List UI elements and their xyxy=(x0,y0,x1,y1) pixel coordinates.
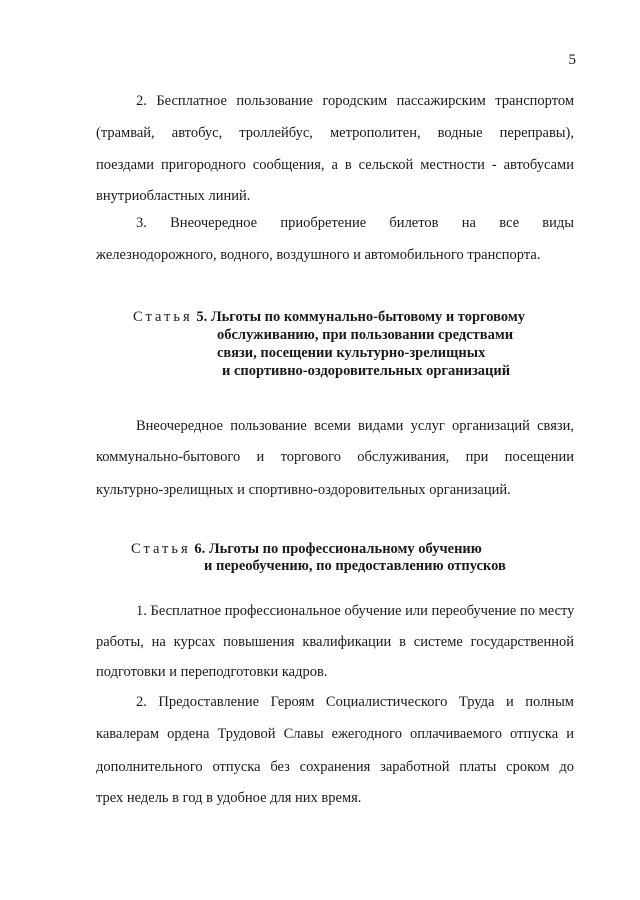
paragraph-line: коммунально-бытового и торгового обслуживания, при посещении xyxy=(96,449,574,465)
paragraph-line: Внеочередное пользование всеми видами услуг организаций связи, xyxy=(136,418,574,434)
article-label: Статья xyxy=(133,309,193,325)
paragraph-line: подготовки и переподготовки кадров. xyxy=(96,664,328,680)
article-title-line: и спортивно-оздоровительных организаций xyxy=(222,363,511,379)
article-title-line: связи, посещении культурно-зрелищных xyxy=(217,345,486,361)
paragraph-line: 2. Предоставление Героям Социалистического Труда и полным xyxy=(136,694,574,710)
article-title-line: 5. Льготы по коммунально-бытовому и торговому xyxy=(196,309,525,325)
paragraph-line: культурно-зрелищных и спортивно-оздоровительных организаций. xyxy=(96,482,511,498)
paragraph-line: 1. Бесплатное профессиональное обучение или переобучение по месту xyxy=(136,603,575,619)
paragraph-line: внутриобластных линий. xyxy=(96,188,251,204)
paragraph-line: работы, на курсах повышения квалификации в системе государственной xyxy=(96,634,574,650)
paragraph-line: кавалерам ордена Трудовой Славы ежегодного оплачиваемого отпуска и xyxy=(96,726,574,742)
article-title-line: 6. Льготы по профессиональному обучению xyxy=(194,541,482,557)
paragraph-line: трех недель в год в удобное для них время. xyxy=(96,790,362,806)
article-title-line: обслуживанию, при пользовании средствами xyxy=(217,327,514,343)
page-number: 5 xyxy=(568,52,576,68)
paragraph-line: (трамвай, автобус, троллейбус, метрополитен, водные переправы), xyxy=(96,125,574,141)
article-label: Статья xyxy=(131,541,191,557)
paragraph-line: поездами пригородного сообщения, а в сельской местности - автобусами xyxy=(96,157,574,173)
paragraph-line: 3. Внеочередное приобретение билетов на все виды xyxy=(136,215,574,231)
article-title-line: и переобучению, по предоставлению отпусков xyxy=(204,558,506,574)
paragraph-line: дополнительного отпуска без сохранения заработной платы сроком до xyxy=(96,759,574,775)
paragraph-line: 2. Бесплатное пользование городским пассажирским транспортом xyxy=(136,93,574,109)
paragraph-line: железнодорожного, водного, воздушного и автомобильного транспорта. xyxy=(96,247,541,263)
